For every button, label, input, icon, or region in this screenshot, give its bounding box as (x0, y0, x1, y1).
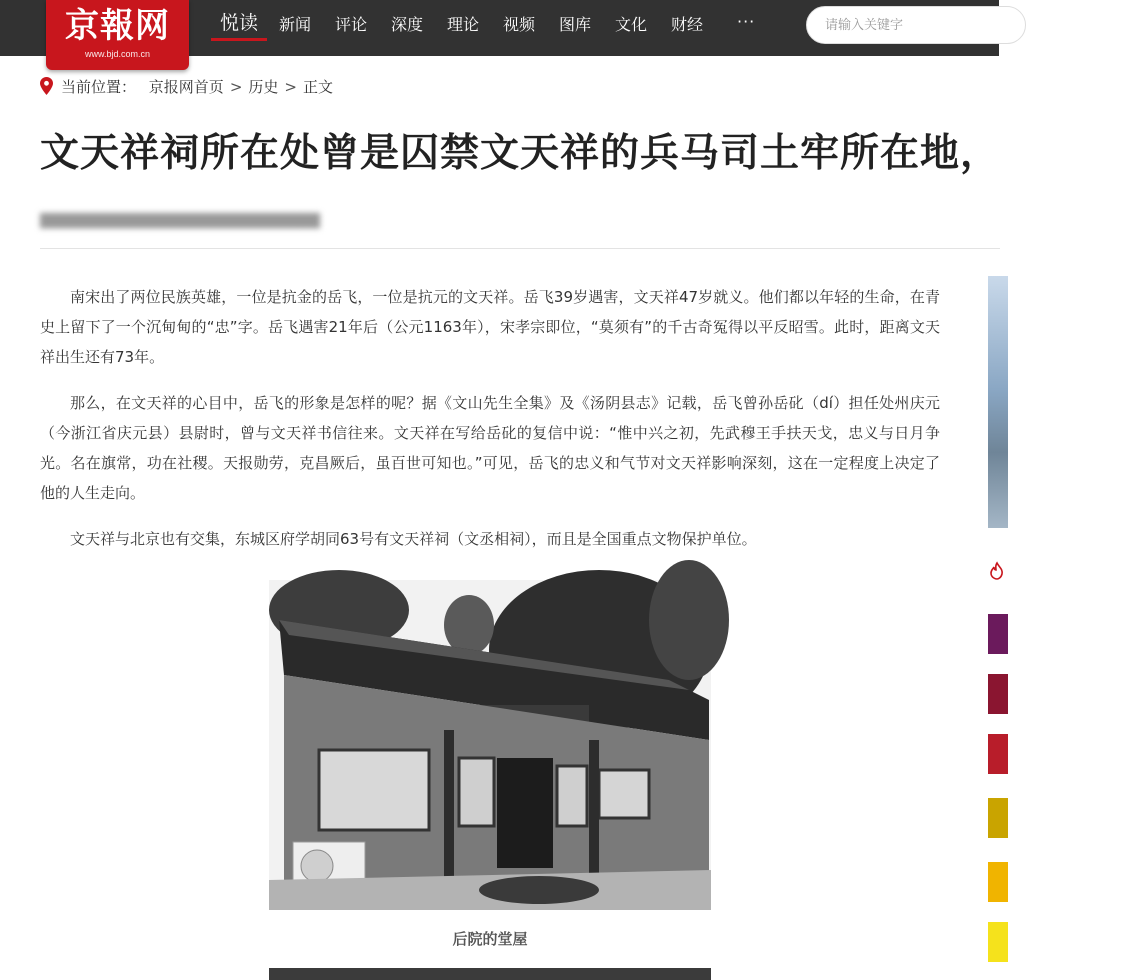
nav-item-video[interactable]: 视频 (503, 15, 536, 34)
sidebar-rank-item[interactable] (988, 862, 1008, 902)
breadcrumb-separator: > (284, 78, 297, 96)
title-divider (40, 248, 1000, 249)
fire-icon (990, 562, 1004, 580)
nav-more-button[interactable]: ··· (737, 12, 756, 31)
location-pin-icon (40, 77, 53, 99)
article-title: 文天祥祠所在处曾是囚禁文天祥的兵马司土牢所在地， (40, 131, 1001, 176)
nav-item-theory[interactable]: 理论 (447, 15, 480, 34)
nav-item-comment[interactable]: 评论 (335, 15, 368, 34)
nav-item-culture[interactable]: 文化 (615, 15, 648, 34)
article-body (40, 282, 940, 570)
breadcrumb-separator: > (229, 78, 243, 96)
nav-item-gallery[interactable]: 图库 (559, 15, 592, 34)
sidebar-rank-item[interactable] (988, 614, 1008, 654)
breadcrumb-home[interactable]: 京报网首页 (148, 78, 224, 96)
article-photo-next (269, 968, 711, 980)
active-nav-indicator (211, 38, 267, 41)
article-byline-blurred: ████████████████████████████ (40, 214, 320, 229)
photo-caption: 后院的堂屋 (452, 930, 528, 948)
breadcrumb (40, 76, 333, 99)
sidebar-rank-item[interactable] (988, 734, 1008, 774)
search-input[interactable] (806, 6, 1026, 44)
nav-item-news[interactable]: 新闻 (279, 15, 312, 34)
sidebar-rank-item[interactable] (988, 674, 1008, 714)
breadcrumb-prefix: 当前位置： (61, 78, 137, 96)
nav-item-depth[interactable]: 深度 (391, 15, 424, 34)
article-photo-hall (269, 580, 711, 910)
sidebar-rank-item[interactable] (988, 922, 1008, 962)
breadcrumb-current: 正文 (302, 78, 333, 96)
breadcrumb-history[interactable]: 历史 (248, 78, 279, 96)
article-paragraph: 南宋出了两位民族英雄，一位是抗金的岳飞，一位是抗元的文天祥。岳飞39岁遇害，文天祥47岁就义。他们都以年轻的生命，在青史上留下了一个沉甸甸的“忠”字。岳飞遇害21年后（公元1163年），宋孝宗即位，“莫须有”的千古奇冤得以平反昭雪。此时，距离文天祥出生还有73年。 (40, 288, 940, 366)
article-paragraph: 那么，在文天祥的心目中，岳飞的形象是怎样的呢？据《文山先生全集》及《汤阴县志》记载，岳飞曾孙岳䂗（dí）担任处州庆元（今浙江省庆元县）县尉时，曾与文天祥书信往来。文天祥在写给岳䂗的复信中说：“惟中兴之初，先武穆王手扶天戈，忠义与日月争光。名在旗常，功在社稷。天报勋劳，克昌厥后，虽百世可知也。”可见，岳飞的忠义和气节对文天祥影响深刻，这在一定程度上决定了他的人生走向。 (40, 394, 940, 502)
sidebar-rank-item[interactable] (988, 798, 1008, 838)
nav-item-finance[interactable]: 财经 (671, 15, 704, 34)
nav-item-yuedu[interactable]: 悦读 (220, 12, 259, 34)
article-paragraph: 文天祥与北京也有交集，东城区府学胡同63号有文天祥祠（文丞相祠），而且是全国重点文物保护单位。 (70, 530, 757, 548)
site-logo[interactable] (46, 0, 189, 70)
logo-url: www.bjd.com.cn (84, 49, 151, 59)
sidebar-photo[interactable] (988, 276, 1008, 528)
logo-wordmark: 京報网 (65, 6, 170, 46)
